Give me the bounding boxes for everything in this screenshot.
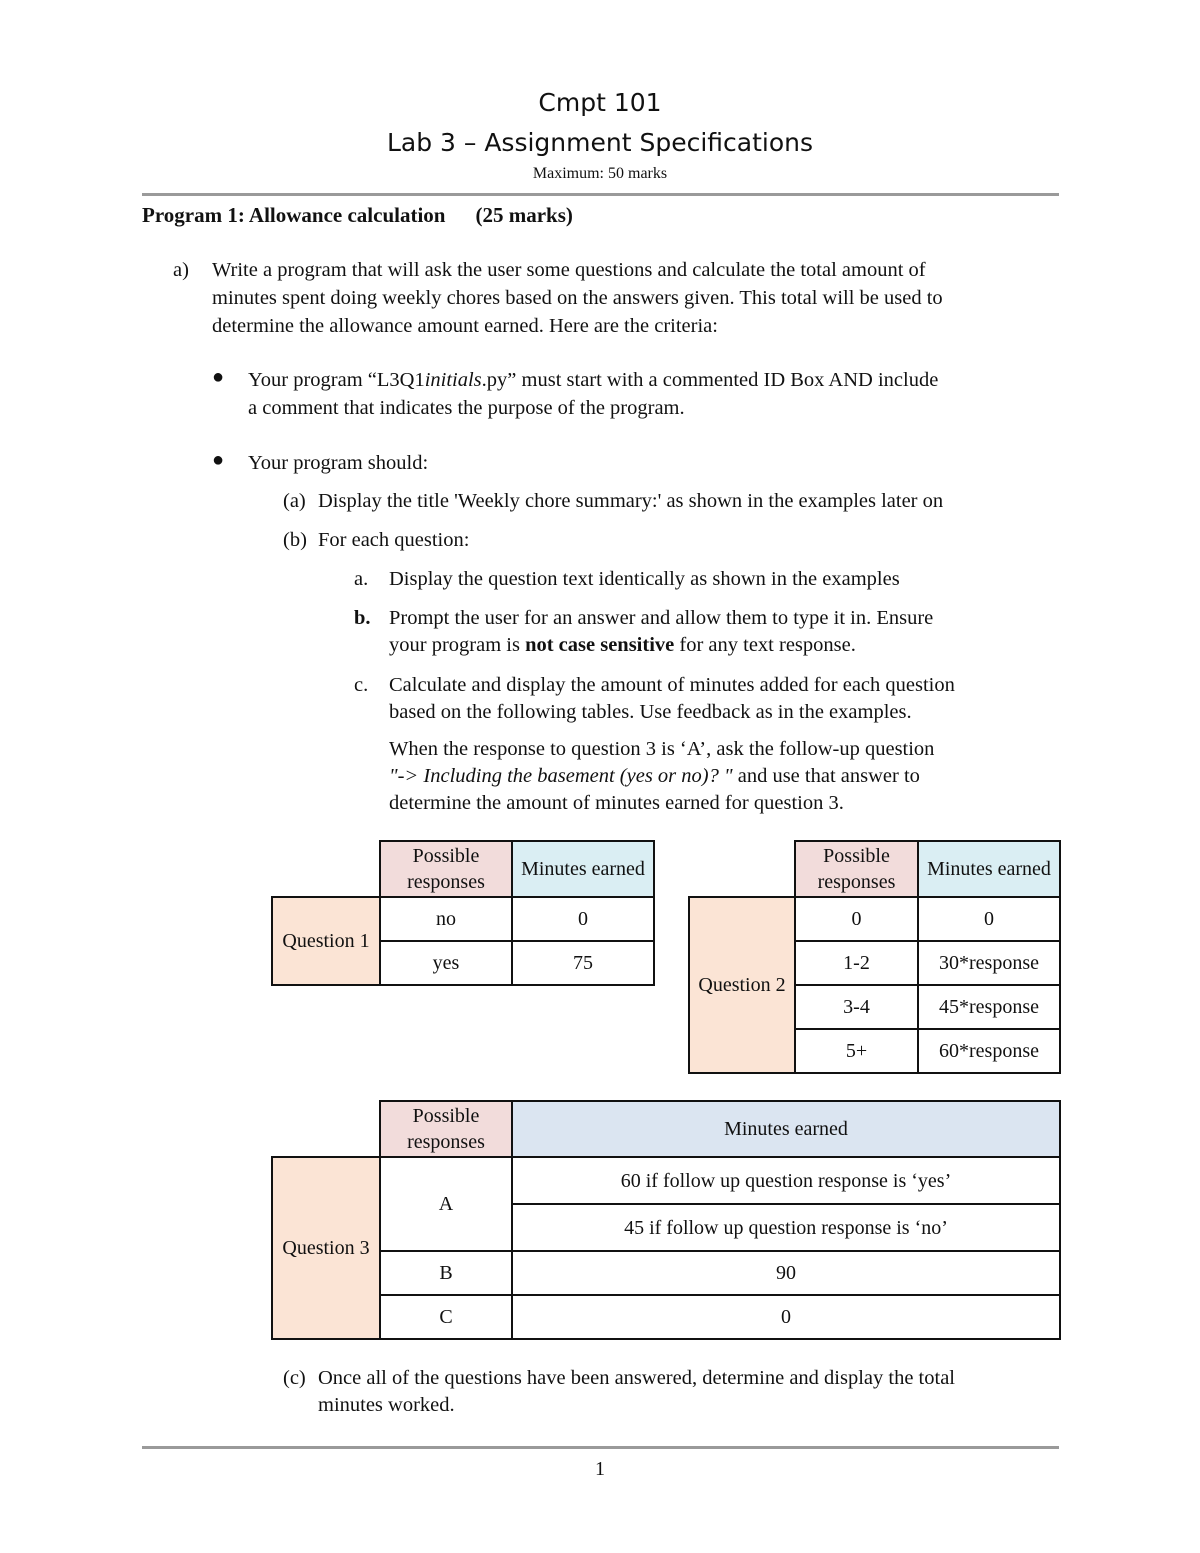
table-cell: 60*response bbox=[918, 1029, 1060, 1073]
question-label: Question 2 bbox=[689, 897, 795, 1073]
note-line1: When the response to question 3 is ‘A’, ask the follow-up question bbox=[389, 738, 935, 760]
note-post: and use that answer to bbox=[732, 765, 920, 787]
table-cell: yes bbox=[380, 941, 512, 985]
step-c-text bbox=[318, 1365, 1078, 1419]
table-header: Minutes earned bbox=[512, 841, 654, 897]
substep-a-text: Display the question text identically as shown in the examples bbox=[389, 568, 900, 590]
part-a-line: Write a program that will ask the user some questions and calculate the total amount of bbox=[212, 259, 926, 281]
bullet-1-text bbox=[248, 366, 1068, 422]
table-cell: 30*response bbox=[918, 941, 1060, 985]
table-cell: no bbox=[380, 897, 512, 941]
table-cell: 5+ bbox=[795, 1029, 918, 1073]
step-b-label: (b) bbox=[283, 529, 307, 551]
table-header: Minutes earned bbox=[918, 841, 1060, 897]
table-header: Possible responses bbox=[380, 1101, 512, 1157]
bullet-1-pre: Your program “L3Q1 bbox=[248, 369, 425, 391]
step-c-line1: Once all of the questions have been answered, determine and display the total bbox=[318, 1367, 955, 1389]
table-header: Minutes earned bbox=[512, 1101, 1060, 1157]
table-cell: 0 bbox=[918, 897, 1060, 941]
table-cell: C bbox=[380, 1295, 512, 1339]
bullet-1-line2: a comment that indicates the purpose of the program. bbox=[248, 397, 685, 419]
substep-b-text bbox=[389, 605, 1069, 659]
substep-b-post: for any text response. bbox=[674, 634, 856, 656]
part-a-label: a) bbox=[173, 259, 189, 281]
table-cell: 90 bbox=[512, 1251, 1060, 1295]
table-cell: 0 bbox=[795, 897, 918, 941]
substep-c-text bbox=[389, 672, 1069, 726]
table-cell: B bbox=[380, 1251, 512, 1295]
table-cell: 0 bbox=[512, 897, 654, 941]
table-cell: 1-2 bbox=[795, 941, 918, 985]
program-heading-marks: (25 marks) bbox=[475, 203, 573, 227]
substep-a-label: a. bbox=[354, 568, 369, 590]
bullet-1-post: .py” must start with a commented ID Box AND include bbox=[481, 369, 939, 391]
bottom-divider bbox=[142, 1446, 1059, 1449]
substep-c-label: c. bbox=[354, 674, 369, 696]
part-a-line: determine the allowance amount earned. Here are the criteria: bbox=[212, 315, 718, 337]
bullet-2-text: Your program should: bbox=[248, 452, 429, 474]
table-cell: A bbox=[380, 1157, 512, 1251]
table-cell: 45 if follow up question response is ‘no’ bbox=[512, 1204, 1060, 1251]
substep-b-line1: Prompt the user for an answer and allow them to type it in. Ensure bbox=[389, 607, 934, 629]
table-cell: 45*response bbox=[918, 985, 1060, 1029]
question-2-table bbox=[688, 840, 1061, 1074]
substep-b-bold: not case sensitive bbox=[525, 634, 675, 656]
document-title: Lab 3 – Assignment Specifications bbox=[386, 128, 814, 157]
note-italic: "-> Including the basement (yes or no)? " bbox=[389, 765, 733, 787]
program-heading-title: Program 1: Allowance calculation bbox=[142, 203, 446, 227]
program-heading bbox=[142, 203, 573, 228]
table-cell: 0 bbox=[512, 1295, 1060, 1339]
question-label: Question 1 bbox=[272, 897, 380, 985]
step-c-line2: minutes worked. bbox=[318, 1394, 455, 1416]
table-header: Possible responses bbox=[380, 841, 512, 897]
question-3-table bbox=[271, 1100, 1061, 1340]
substep-c-line2: based on the following tables. Use feedback as in the examples. bbox=[389, 701, 912, 723]
step-b-text: For each question: bbox=[318, 529, 470, 551]
part-a-text bbox=[212, 256, 1072, 340]
bullet-icon: ● bbox=[212, 366, 225, 388]
table-cell: 75 bbox=[512, 941, 654, 985]
course-title: Cmpt 101 bbox=[538, 88, 662, 117]
step-a-text: Display the title 'Weekly chore summary:' as shown in the examples later on bbox=[318, 490, 944, 512]
bullet-1-italic: initials bbox=[424, 369, 482, 391]
step-c-label: (c) bbox=[283, 1367, 306, 1389]
top-divider bbox=[142, 193, 1059, 196]
substep-c-line1: Calculate and display the amount of minutes added for each question bbox=[389, 674, 955, 696]
table-cell: 60 if follow up question response is ‘yes’ bbox=[512, 1157, 1060, 1204]
follow-up-note bbox=[389, 736, 1089, 817]
question-label: Question 3 bbox=[272, 1157, 380, 1339]
table-header: Possible responses bbox=[795, 841, 918, 897]
question-1-table bbox=[271, 840, 655, 986]
substep-b-label: b. bbox=[354, 607, 371, 629]
bullet-icon: ● bbox=[212, 449, 225, 471]
part-a-line: minutes spent doing weekly chores based on the answers given. This total will be used to bbox=[212, 287, 943, 309]
note-line3: determine the amount of minutes earned for question 3. bbox=[389, 792, 844, 814]
max-marks: Maximum: 50 marks bbox=[532, 165, 668, 182]
substep-b-pre: your program is bbox=[389, 634, 526, 656]
step-a-label: (a) bbox=[283, 490, 306, 512]
table-cell: 3-4 bbox=[795, 985, 918, 1029]
page-number: 1 bbox=[595, 1458, 605, 1480]
